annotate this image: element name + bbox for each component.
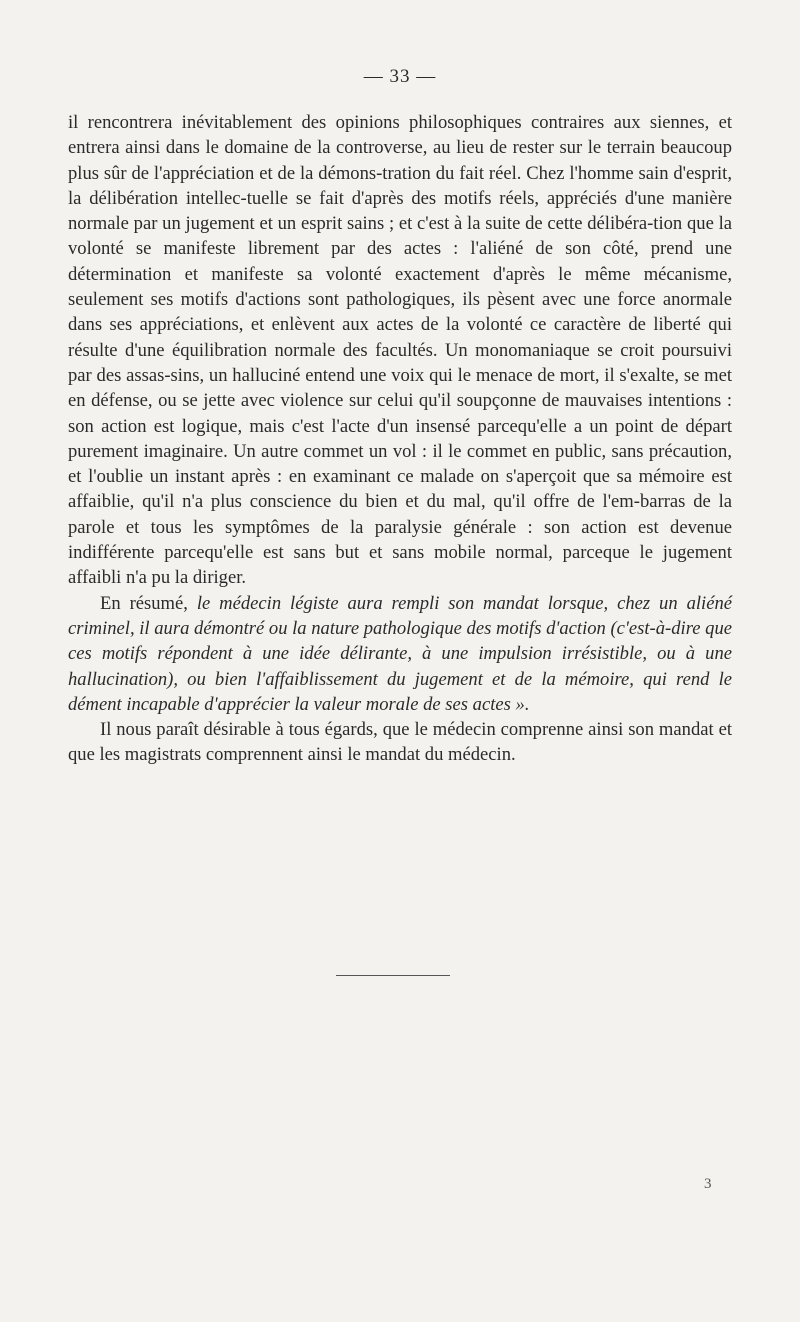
signature-mark: 3 <box>704 1176 712 1192</box>
closing-paragraph: Il nous paraît désirable à tous égards, que le médecin comprenne ainsi son mandat et que les magistrats comprennent ainsi le mandat du médecin. <box>68 719 732 766</box>
section-divider <box>336 975 450 976</box>
body-text <box>68 110 732 768</box>
summary-lead: En résumé, <box>100 592 197 614</box>
page-number: — 33 — <box>363 66 437 87</box>
summary-paragraph <box>68 591 732 717</box>
summary-italic-text: le médecin légiste aura rempli son mandat lorsque, chez un aliéné criminel, il aura démontré ou la nature pathologique des motifs d'action (c'est-à-dire que ces motifs répondent à une idée délirante, à une impulsion irrésistible, ou à une hallucination), ou bien l'affaiblissement du jugement et de la mémoire, qui rend le dément incapable d'apprécier la valeur morale de ses actes ». <box>68 592 732 715</box>
paragraph: il rencontrera inévitablement des opinions philosophiques contraires aux siennes, et entrera ainsi dans le domaine de la controverse, au lieu de rester sur le terrain beaucoup plus sûr de l'appréciation et de la démons-tration du fait réel. Chez l'homme sain d'esprit, la délibération intellec-tuelle se fait d'après des motifs réels, appréciés d'une manière normale par un jugement et un esprit sains ; et c'est à la suite de cette délibéra-tion que la volonté se manifeste librement par des actes : l'aliéné de son côté, prend une détermination et manifeste sa volonté exactement d'après le même mécanisme, seulement ses motifs d'actions sont pathologiques, ils pèsent avec une force anormale dans ses appréciations, et enlèvent aux actes de la volonté ce caractère de liberté qui résulte d'une équilibration normale des facultés. Un monomaniaque se croit poursuivi par des assas-sins, un halluciné entend une voix qui le menace de mort, il s'exalte, se met en défense, ou se jette avec violence sur celui qu'il soupçonne de mauvaises intentions : son action est logique, mais c'est l'acte d'un insensé parcequ'elle a un point de départ purement imaginaire. Un autre commet un vol : il le commet en public, sans précaution, et l'oublie un instant après : en examinant ce malade on s'aperçoit que sa mémoire est affaiblie, qu'il n'a plus conscience du bien et du mal, qu'il offre de l'em-barras de la parole et tous les symptômes de la paralysie générale : son action est devenue indifférente parcequ'elle est sans but et sans mobile normal, parceque le jugement affaibli n'a pu la diriger. <box>68 112 732 589</box>
